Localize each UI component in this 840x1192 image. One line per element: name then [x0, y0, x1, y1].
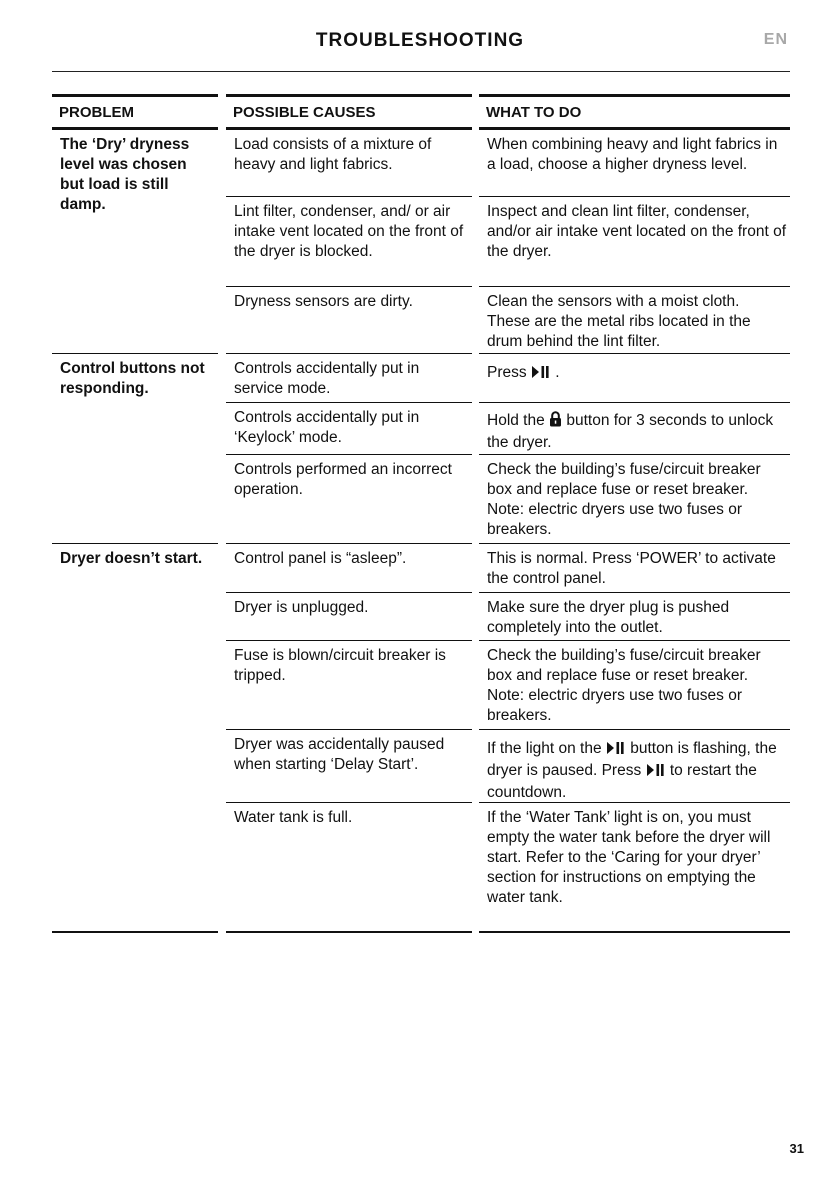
play-pause-icon — [531, 365, 551, 385]
todo-column — [479, 94, 790, 933]
problem-column — [52, 94, 218, 933]
action-text: Hold the — [487, 412, 550, 429]
cause-cell: Fuse is blown/circuit breaker is tripped. — [226, 641, 472, 730]
action-cell: Check the building’s fuse/circuit breaker box and replace fuse or reset breaker. Note: electric dryers use two fuses or breakers. — [479, 455, 790, 544]
action-cell — [479, 730, 790, 803]
action-cell: This is normal. Press ‘POWER’ to activate the control panel. — [479, 544, 790, 593]
action-text: button for 3 seconds to unlock the dryer. — [487, 412, 774, 451]
cause-cell: Control panel is “asleep”. — [226, 544, 472, 593]
cause-cell: Controls accidentally put in service mode. — [226, 354, 472, 403]
action-cell — [479, 354, 790, 403]
lock-icon — [549, 411, 562, 433]
action-cell: When combining heavy and light fabrics in a load, choose a higher dryness level. — [479, 130, 790, 197]
action-cell — [479, 403, 790, 455]
cause-cell: Controls performed an incorrect operation. — [226, 455, 472, 544]
problem-cell: Dryer doesn’t start. — [52, 544, 218, 933]
action-cell: Clean the sensors with a moist cloth. These are the metal ribs located in the drum behind the lint filter. — [479, 287, 790, 354]
cause-cell: Controls accidentally put in ‘Keylock’ mode. — [226, 403, 472, 455]
todo-header: WHAT TO DO — [479, 97, 790, 130]
cause-cell: Lint filter, condenser, and/ or air intake vent located on the front of the dryer is blocked. — [226, 197, 472, 287]
play-pause-icon — [646, 763, 666, 783]
cause-cell: Dryer was accidentally paused when starting ‘Delay Start’. — [226, 730, 472, 803]
problem-cell: Control buttons not responding. — [52, 354, 218, 544]
cause-cell: Water tank is full. — [226, 803, 472, 933]
action-cell: If the ‘Water Tank’ light is on, you must empty the water tank before the dryer will start. Refer to the ‘Caring for your dryer’ section for instructions on emptying the water tank. — [479, 803, 790, 933]
cause-cell: Dryer is unplugged. — [226, 593, 472, 641]
action-text: to restart the countdown. — [487, 762, 757, 801]
problem-header: PROBLEM — [52, 97, 218, 130]
action-text: If the light on the — [487, 740, 606, 757]
action-text: Press — [487, 364, 531, 381]
header-rule — [52, 71, 790, 72]
problem-cell: The ‘Dry’ dryness level was chosen but load is still damp. — [52, 130, 218, 354]
language-label: EN — [763, 31, 788, 48]
page-number: 31 — [789, 1141, 804, 1156]
cause-cell: Load consists of a mixture of heavy and light fabrics. — [226, 130, 472, 197]
cause-cell: Dryness sensors are dirty. — [226, 287, 472, 354]
action-text: button is flashing, the dryer is paused. Press — [487, 740, 777, 779]
action-cell: Check the building’s fuse/circuit breaker box and replace fuse or reset breaker. Note: electric dryers use two fuses or breakers. — [479, 641, 790, 730]
action-cell: Make sure the dryer plug is pushed completely into the outlet. — [479, 593, 790, 641]
action-text: . — [550, 364, 560, 381]
page-title: TROUBLESHOOTING — [315, 30, 525, 51]
causes-column — [226, 94, 472, 933]
play-pause-icon — [606, 741, 626, 761]
causes-header: POSSIBLE CAUSES — [226, 97, 472, 130]
action-cell: Inspect and clean lint filter, condenser, and/or air intake vent located on the front of the dryer. — [479, 197, 790, 287]
